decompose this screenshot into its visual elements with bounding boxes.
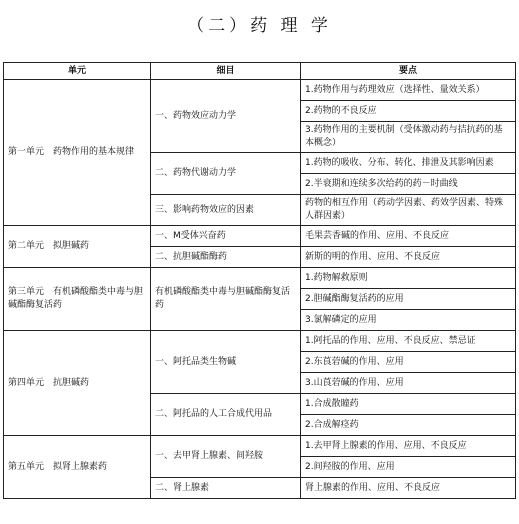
header-subitem: 细目 (151, 63, 301, 80)
table-row (4, 80, 516, 101)
header-points: 要点 (301, 63, 516, 80)
point-cell: 3.山莨菪碱的作用、应用 (301, 373, 516, 394)
table-row (4, 436, 516, 457)
unit-cell: 第一单元 药物作用的基本规律 (4, 80, 151, 226)
subitem-cell: 一、药物效应动力学 (151, 80, 301, 153)
point-cell: 1.去甲肾上腺素的作用、应用、不良反应 (301, 436, 516, 457)
point-cell: 1.药物的吸收、分布、转化、排泄及其影响因素 (301, 153, 516, 174)
subitem-cell: 一、去甲肾上腺素、间羟胺 (151, 436, 301, 478)
point-cell: 毛果芸香碱的作用、应用、不良反应 (301, 226, 516, 247)
table-row (4, 331, 516, 352)
point-cell: 1.药物作用与药理效应（选择性、量效关系） (301, 80, 516, 101)
subitem-cell: 三、影响药物效应的因素 (151, 195, 301, 226)
point-cell: 1.药物解救原则 (301, 268, 516, 289)
point-cell: 药物的相互作用（药动学因素、药效学因素、特殊人群因素） (301, 195, 516, 226)
unit-cell: 第四单元 抗胆碱药 (4, 331, 151, 436)
point-cell: 1.合成散瞳药 (301, 394, 516, 415)
point-cell: 肾上腺素的作用、应用、不良反应 (301, 478, 516, 499)
subitem-cell: 二、肾上腺素 (151, 478, 301, 499)
unit-cell: 第五单元 拟肾上腺素药 (4, 436, 151, 499)
page-title: （二）药 理 学 (187, 16, 332, 36)
table-row (4, 226, 516, 247)
syllabus-table (3, 62, 516, 499)
point-cell: 1.阿托品的作用、应用、不良反应、禁忌证 (301, 331, 516, 352)
unit-cell: 第二单元 拟胆碱药 (4, 226, 151, 268)
subitem-cell: 有机磷酸酯类中毒与胆碱酯酶复活药 (151, 268, 301, 331)
header-row (4, 63, 516, 80)
header-unit: 单元 (4, 63, 151, 80)
subitem-cell: 二、抗胆碱酯酶药 (151, 247, 301, 268)
subitem-cell: 二、药物代谢动力学 (151, 153, 301, 195)
point-cell: 新斯的明的作用、应用、不良反应 (301, 247, 516, 268)
point-cell: 2.胆碱酯酶复活药的应用 (301, 289, 516, 310)
point-cell: 3.药物作用的主要机制（受体激动药与拮抗药的基本概念） (301, 122, 516, 153)
point-cell: 2.东莨菪碱的作用、应用 (301, 352, 516, 373)
point-cell: 2.合成解痉药 (301, 415, 516, 436)
subitem-cell: 一、阿托品类生物碱 (151, 331, 301, 394)
table-row (4, 268, 516, 289)
point-cell: 3.氯解磷定的应用 (301, 310, 516, 331)
point-cell: 2.药物的不良反应 (301, 101, 516, 122)
point-cell: 2.间羟胺的作用、应用 (301, 457, 516, 478)
subitem-cell: 二、阿托品的人工合成代用品 (151, 394, 301, 436)
point-cell: 2.半衰期和连续多次给药的药－时曲线 (301, 174, 516, 195)
unit-cell: 第三单元 有机磷酸酯类中毒与胆碱酯酶复活药 (4, 268, 151, 331)
subitem-cell: 一、M受体兴奋药 (151, 226, 301, 247)
